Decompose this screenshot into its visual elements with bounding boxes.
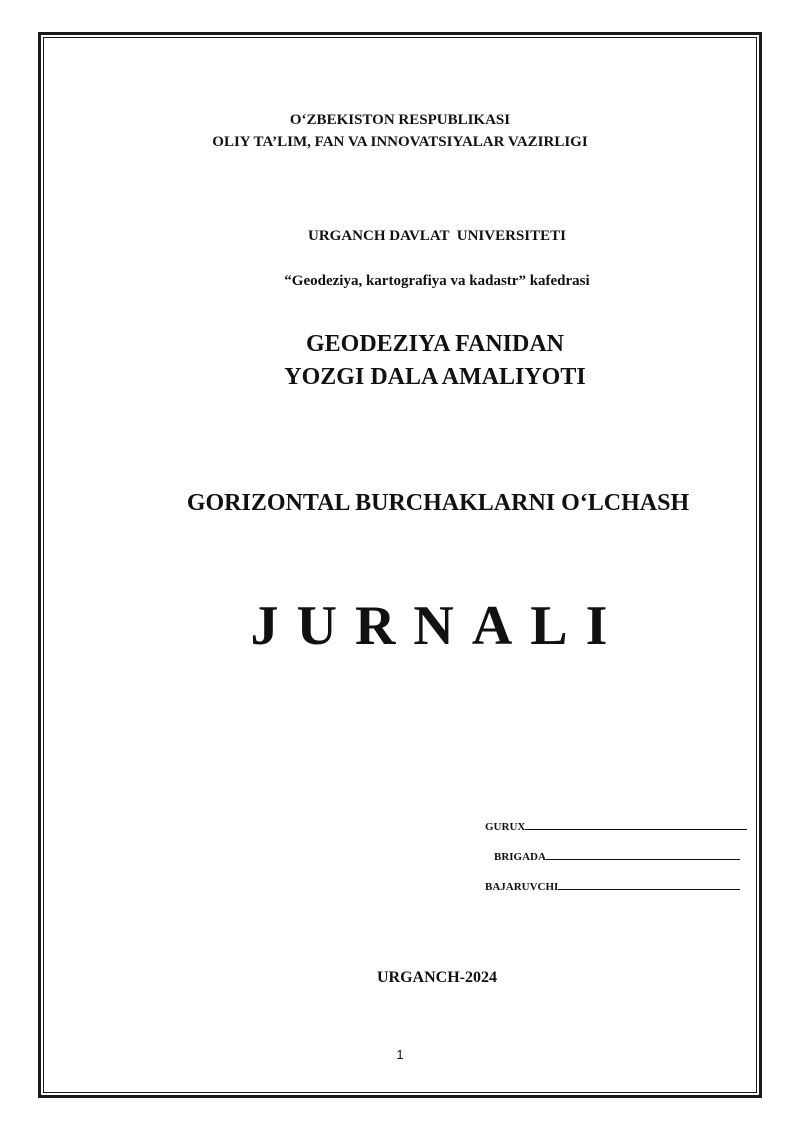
executor-blank-line[interactable] [558, 879, 740, 890]
department-name: “Geodeziya, kartografiya va kadastr” kafedrasi [284, 273, 590, 289]
executor-field [485, 879, 740, 893]
page-border-inner [43, 37, 757, 1093]
subject-title-line-2: YOZGI DALA AMALIYOTI [284, 364, 586, 390]
brigade-blank-line[interactable] [546, 849, 740, 860]
university-name: URGANCH DAVLAT UNIVERSITETI [308, 228, 566, 244]
ministry-line-1: O‘ZBEKISTON RESPUBLIKASI [289, 112, 511, 128]
document-main-title: JURNALI [250, 595, 626, 657]
brigade-label: BRIGADA [494, 851, 546, 863]
topic-title: GORIZONTAL BURCHAKLARNI O‘LCHASH [186, 490, 690, 516]
group-label: GURUX [485, 821, 526, 833]
ministry-line-2: OLIY TA’LIM, FAN VA INNOVATSIYALAR VAZIRLIGI [212, 134, 588, 150]
city-year: URGANCH-2024 [377, 969, 497, 986]
page-number: 1 [396, 1047, 404, 1062]
brigade-field [494, 849, 740, 863]
group-blank-line[interactable] [525, 819, 747, 830]
group-field [485, 819, 747, 833]
executor-label: BAJARUVCHI [485, 881, 559, 893]
subject-title-line-1: GEODEZIYA FANIDAN [305, 331, 565, 357]
